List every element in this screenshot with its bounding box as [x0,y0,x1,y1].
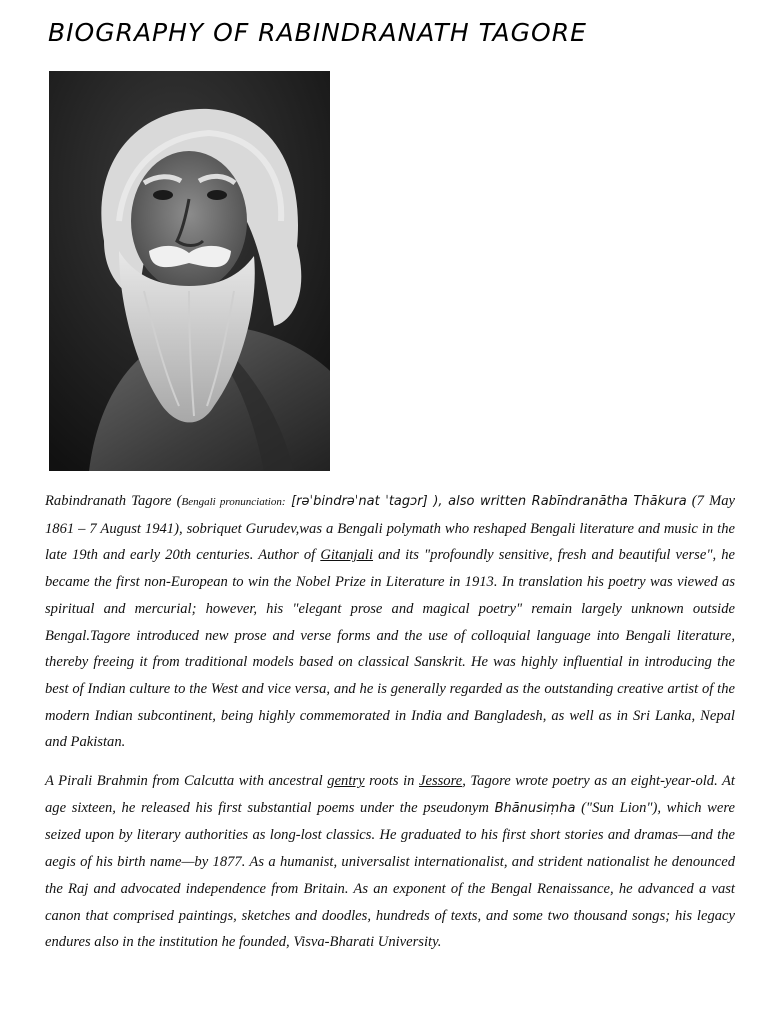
portrait-photo [49,71,330,471]
link-gitanjali[interactable]: Gitanjali [320,547,374,564]
pseudonym: Bhānusiṃha [494,800,576,816]
link-jessore[interactable]: Jessore [418,773,463,790]
paragraph-text: ("Sun Lion"), which were seized upon by literary authorities as long-lost classics. He graduated to his first short stories and dramas—and the aegis of his birth name—by 1877. As a humanist, universalist internationalist, and strident nationalist he denounced the Raj and advocated independence from Britain. As an exponent of the Bengal Renaissance, he advanced a vast canon that comprised paintings, sketches and doodles, hundreds of texts, and some two thousand songs; his legacy endures also in the institution he founded, Visva-Bharati University. [45,799,736,951]
ipa-pronunciation: [rəˈbindrəˈnat ˈtagɔr] ), [285,494,443,509]
paragraph-text: and its "profoundly sensitive, fresh and beautiful verse", he became the first non-European to win the Nobel Prize in Literature in 1913. In translation his poetry was viewed as spiritual and mercurial; however, his "elegant prose and magical poetry" remain largely unknown outside Bengal.Tagore introduced new prose and verse forms and the use of colloquial language into Bengali literature, thereby freeing it from traditional models based on classical Sanskrit. He was highly influential in introducing the best of Indian culture to the West and vice versa, and he is generally regarded as the outstanding creative artist of the modern Indian subcontinent, being highly commemorated in India and Bangladesh, as well as in Sri Lanka, Nepal and Pakistan. [45,547,735,751]
subject-name: Rabindranath Tagore ( [45,493,182,509]
paragraph-intro [45,488,735,756]
link-gentry[interactable]: gentry [327,773,365,790]
pronunciation-label: Bengali pronunciation: [181,496,286,508]
paragraph-early-life [45,768,735,956]
paragraph-text: roots in [364,773,419,790]
paragraph-text: A Pirali Brahmin from Calcutta with ancestral [45,773,328,790]
paragraph-text: , Tagore wrote poetry as an eight-year-old. At age sixteen, he released his first substantial poems under the pseudonym [45,773,735,816]
biography-text [45,488,735,968]
page-title: BIOGRAPHY OF RABINDRANATH TAGORE [48,18,587,47]
paragraph-text: (7 May 1861 – 7 August 1941), sobriquet Gurudev,was a Bengali polymath who reshaped Bengali literature and music in the late 19th and early 20th centuries. Author of [45,493,735,564]
alternate-spelling: also written Rabīndranātha Thākura [442,494,687,509]
